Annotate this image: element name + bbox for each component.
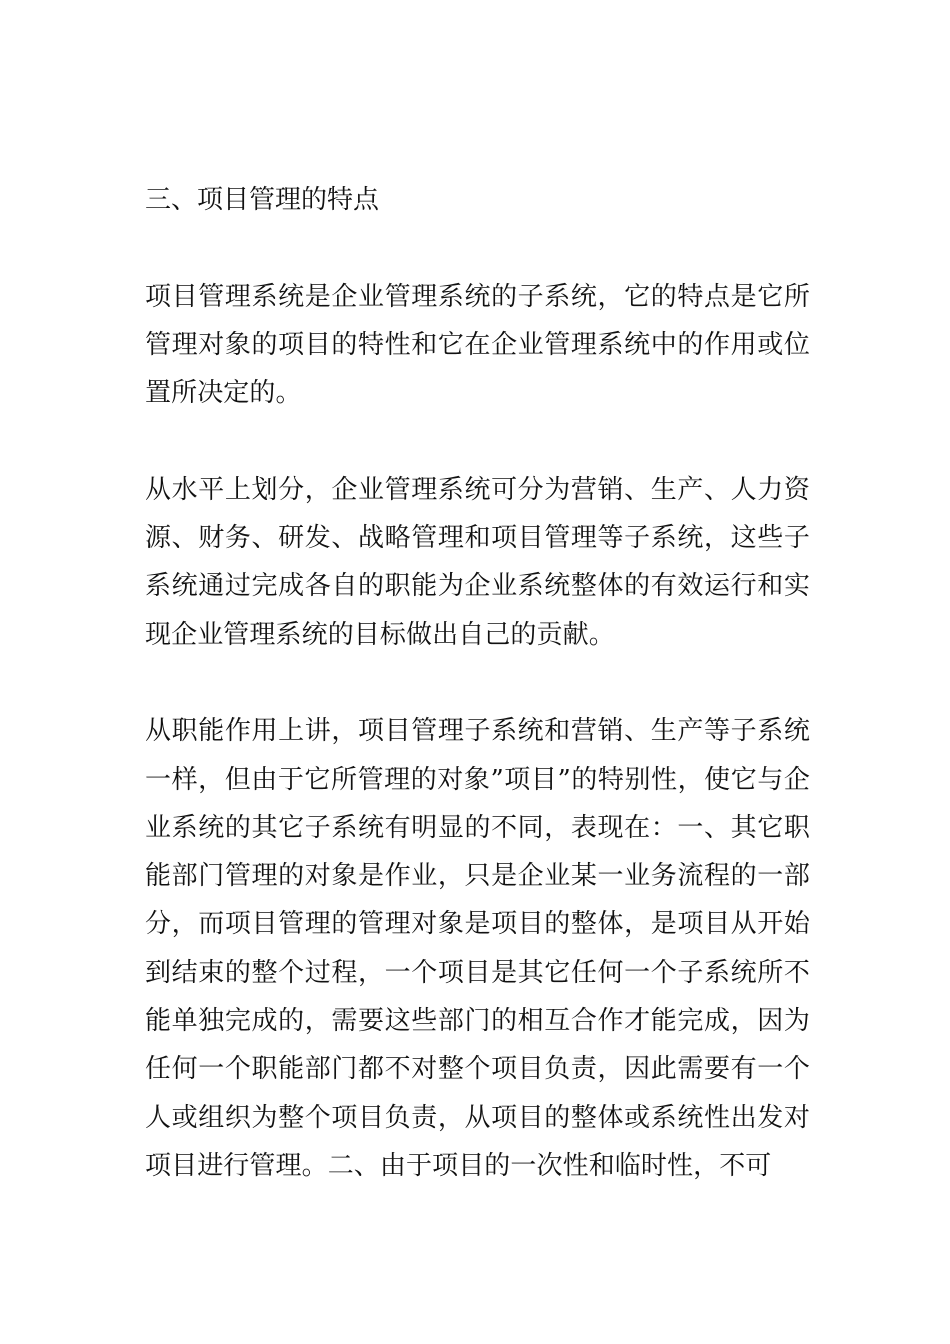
paragraph-2: 从水平上划分，企业管理系统可分为营销、生产、人力资源、财务、研发、战略管理和项目管理等子系统，这些子系统通过完成各自的职能为企业系统整体的有效运行和实现企业管理系统的目标做出自己的贡献。 (145, 474, 810, 650)
section-heading: 三、项目管理的特点 (145, 185, 380, 215)
paragraph-gap (145, 659, 810, 707)
paragraph-3: 从职能作用上讲，项目管理子系统和营销、生产等子系统一样，但由于它所管理的对象”项目”的特别性，使它与企业系统的其它子系统有明显的不同，表现在：一、其它职能部门管理的对象是作业，只是企业某一业务流程的一部分，而项目管理的管理对象是项目的整体，是项目从开始到结束的整个过程，一个项目是其它任何一个子系统所不能单独完成的，需要这些部门的相互合作才能完成，因为任何一个职能部门都不对整个项目负责，因此需要有一个人或组织为整个项目负责，从项目的整体或系统性出发对项目进行管理。二、由于项目的一次性和临时性，不可 (145, 716, 810, 1181)
paragraph-gap (145, 224, 810, 272)
paragraph-1: 项目管理系统是企业管理系统的子系统，它的特点是它所管理对象的项目的特性和它在企业管理系统中的作用或位置所决定的。 (145, 281, 810, 409)
document-body (145, 176, 810, 1190)
paragraph-gap (145, 417, 810, 465)
